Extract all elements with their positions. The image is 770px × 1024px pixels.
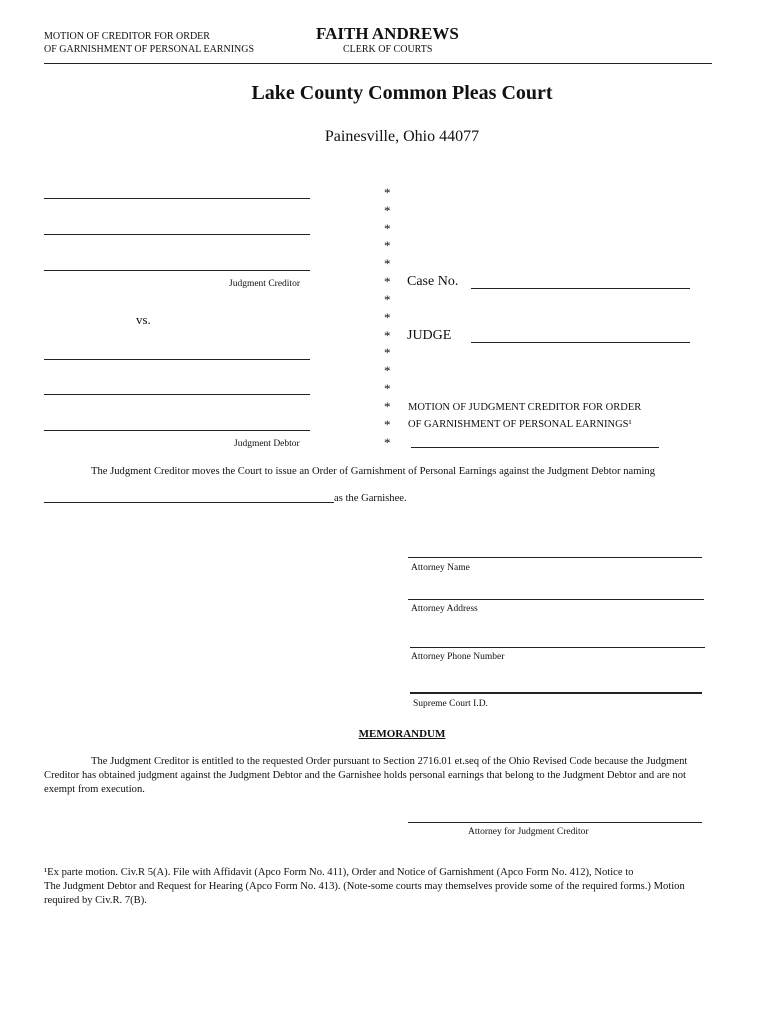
memorandum-text-line1: The Judgment Creditor is entitled to the requested Order pursuant to Section 2716.01 et.seq of the Ohio Revised Code because the Judgment: [91, 756, 688, 767]
supreme-court-id-label: Supreme Court I.D.: [413, 699, 488, 709]
debtor-name-line-1[interactable]: [44, 359, 310, 360]
footnote-line1: ¹Ex parte motion. Civ.R 5(A). File with Affidavit (Apco Form No. 411), Order and Notice of Garnishment (Apco Form No. 412), Notice to: [44, 867, 634, 878]
attorney-name-label: Attorney Name: [411, 563, 470, 573]
creditor-name-line-1[interactable]: [44, 198, 310, 199]
motion-title-line2: OF GARNISHMENT OF PERSONAL EARNINGS¹: [408, 419, 632, 430]
motion-title-line1: MOTION OF JUDGMENT CREDITOR FOR ORDER: [408, 402, 642, 413]
header-form-title-line1: MOTION OF CREDITOR FOR ORDER: [44, 31, 210, 42]
court-name: Lake County Common Pleas Court: [251, 82, 553, 104]
memorandum-heading: MEMORANDUM: [358, 728, 446, 740]
caption-separator-star: *: [384, 363, 391, 378]
caption-separator-star: *: [384, 274, 391, 289]
attorney-signature-label: Attorney for Judgment Creditor: [468, 827, 589, 837]
garnishee-suffix: as the Garnishee.: [334, 493, 407, 504]
judge-label: JUDGE: [407, 328, 452, 343]
attorney-address-field[interactable]: [408, 599, 704, 600]
caption-separator-star: *: [384, 292, 391, 307]
court-location: Painesville, Ohio 44077: [324, 128, 480, 145]
creditor-name-line-2[interactable]: [44, 234, 310, 235]
clerk-title: CLERK OF COURTS: [343, 44, 433, 55]
caption-separator-star: *: [384, 256, 391, 271]
footnote-line2: The Judgment Debtor and Request for Hearing (Apco Form No. 413). (Note-some courts may themselves provide some of the required forms.) Motion: [44, 881, 685, 892]
memorandum-text-line2: Creditor has obtained judgment against the Judgment Debtor and the Garnishee holds personal earnings that belong to the Judgment Debtor and are not: [44, 770, 686, 781]
supreme-court-id-field[interactable]: [410, 692, 702, 694]
caption-separator-star: *: [384, 381, 391, 396]
caption-separator-star: *: [384, 185, 391, 200]
case-number-label: Case No.: [407, 274, 459, 289]
footnote-line3: required by Civ.R. 7(B).: [44, 895, 147, 906]
versus-label: vs.: [136, 312, 151, 327]
caption-separator-star: *: [384, 328, 391, 343]
caption-separator-star: *: [384, 399, 391, 414]
caption-separator-star: *: [384, 203, 391, 218]
attorney-phone-field[interactable]: [410, 647, 705, 648]
motion-text: The Judgment Creditor moves the Court to issue an Order of Garnishment of Personal Earnings against the Judgment Debtor naming: [91, 466, 656, 477]
judgment-creditor-label: Judgment Creditor: [229, 279, 300, 289]
attorney-signature-field[interactable]: [408, 822, 702, 823]
caption-separator-star: *: [384, 238, 391, 253]
motion-title-underline: [411, 447, 659, 448]
header-divider: [44, 63, 712, 64]
caption-separator-star: *: [384, 345, 391, 360]
creditor-name-line-3[interactable]: [44, 270, 310, 271]
case-number-field[interactable]: [471, 288, 690, 289]
clerk-name: FAITH ANDREWS: [316, 24, 459, 43]
judge-field[interactable]: [471, 342, 690, 343]
garnishee-name-field[interactable]: [44, 502, 334, 503]
header-form-title-line2: OF GARNISHMENT OF PERSONAL EARNINGS: [44, 44, 255, 55]
attorney-address-label: Attorney Address: [411, 604, 478, 614]
judgment-debtor-label: Judgment Debtor: [234, 439, 300, 449]
debtor-name-line-3[interactable]: [44, 430, 310, 431]
debtor-name-line-2[interactable]: [44, 394, 310, 395]
caption-separator-star: *: [384, 221, 391, 236]
caption-separator-star: *: [384, 435, 391, 450]
caption-separator-star: *: [384, 417, 391, 432]
attorney-phone-label: Attorney Phone Number: [411, 652, 505, 662]
memorandum-text-line3: exempt from execution.: [44, 784, 145, 795]
attorney-name-field[interactable]: [408, 557, 702, 558]
caption-separator-star: *: [384, 310, 391, 325]
